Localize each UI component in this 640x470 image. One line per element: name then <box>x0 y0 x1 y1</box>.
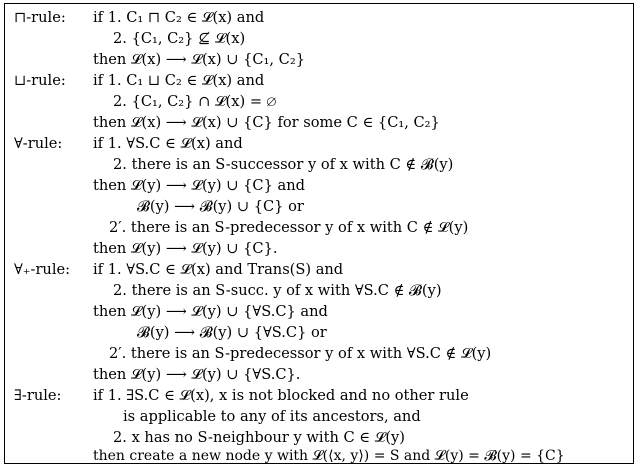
rule-line: 2. there is an S-successor y of x with C ∉ 𝓑(y) <box>113 156 454 173</box>
rule-line: 2′. there is an S-predecessor y of x with C ∉ 𝓛(y) <box>109 219 469 236</box>
rule-label-disjunction: ⊔-rule: <box>14 72 66 89</box>
rule-line: then create a new node y with 𝓛(⟨x, y⟩) = S and 𝓛(y) = 𝓑(y) = {C} <box>93 448 565 464</box>
rule-label-forall: ∀-rule: <box>14 135 63 152</box>
rule-line: if 1. C₁ ⊔ C₂ ∈ 𝓛(x) and <box>93 72 265 89</box>
rule-line: then 𝓛(y) ⟶ 𝓛(y) ∪ {∀S.C} and <box>93 303 328 320</box>
rule-line: 𝓑(y) ⟶ 𝓑(y) ∪ {C} or <box>137 198 304 215</box>
rule-line: then 𝓛(y) ⟶ 𝓛(y) ∪ {C}. <box>93 240 278 257</box>
rule-line: 2. {C₁, C₂} ⊈ 𝓛(x) <box>113 30 246 47</box>
rule-line: 𝓑(y) ⟶ 𝓑(y) ∪ {∀S.C} or <box>137 324 327 341</box>
rule-line: 2′. there is an S-predecessor y of x with ∀S.C ∉ 𝓛(y) <box>109 345 492 362</box>
rule-line: if 1. ∀S.C ∈ 𝓛(x) and Trans(S) and <box>93 261 344 278</box>
rule-label-exists: ∃-rule: <box>14 387 62 404</box>
rule-line: if 1. ∀S.C ∈ 𝓛(x) and <box>93 135 243 152</box>
rule-label-forall-plus: ∀₊-rule: <box>14 261 71 278</box>
rule-line: 2. there is an S-succ. y of x with ∀S.C ∉ 𝓑(y) <box>113 282 442 299</box>
rule-line: then 𝓛(x) ⟶ 𝓛(x) ∪ {C₁, C₂} <box>93 51 305 68</box>
rules-table <box>4 3 634 464</box>
rule-line: is applicable to any of its ancestors, and <box>123 408 421 425</box>
rule-line: then 𝓛(y) ⟶ 𝓛(y) ∪ {C} and <box>93 177 305 194</box>
rule-line: then 𝓛(y) ⟶ 𝓛(y) ∪ {∀S.C}. <box>93 366 301 383</box>
rule-line: 2. {C₁, C₂} ∩ 𝓛(x) = ∅ <box>113 93 277 110</box>
rule-line: if 1. ∃S.C ∈ 𝓛(x), x is not blocked and no other rule <box>93 387 469 404</box>
rule-line: 2. x has no S-neighbour y with C ∈ 𝓛(y) <box>113 429 405 446</box>
rule-label-conjunction: ⊓-rule: <box>14 9 66 26</box>
rule-line: then 𝓛(x) ⟶ 𝓛(x) ∪ {C} for some C ∈ {C₁, C₂} <box>93 114 440 131</box>
rule-line: if 1. C₁ ⊓ C₂ ∈ 𝓛(x) and <box>93 9 265 26</box>
